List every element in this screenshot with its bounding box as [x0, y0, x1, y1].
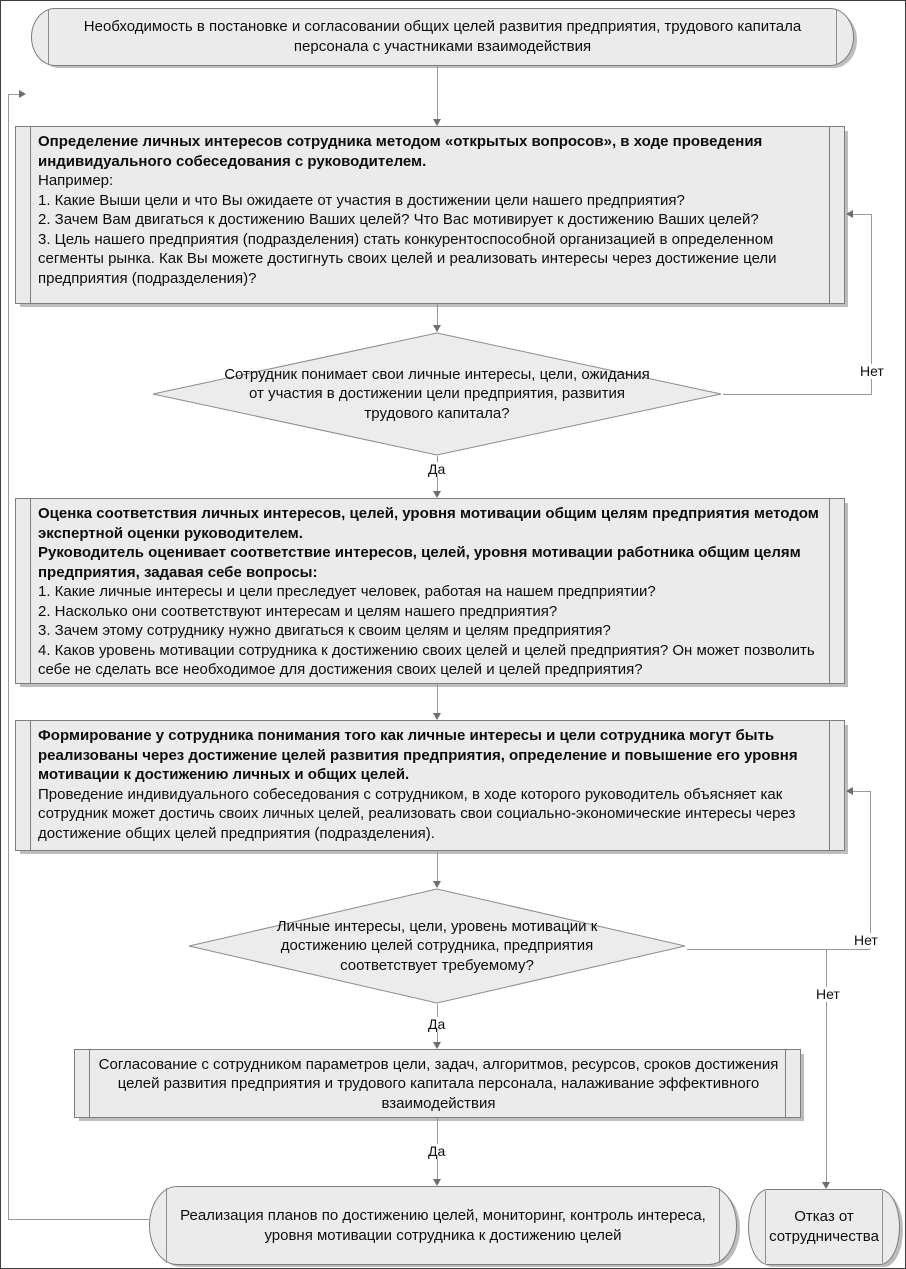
arrowhead — [433, 1042, 441, 1049]
step3-text: Проведение индивидуального собеседования с сотрудником, в ходе которого руководитель объясняет как сотрудник может достичь своих личных целей, реализовать свои социально-экономические интересы через достижение общих целей предприятия (подразделения). — [38, 785, 796, 842]
label-no-1: Нет — [860, 363, 884, 379]
connector-start-step1 — [437, 66, 438, 120]
arrowhead — [846, 787, 853, 795]
decision1-text: Сотрудник понимает свои личные интересы, цели, ожидания от участия в достижении цели предприятия, развития трудового капитала? — [224, 365, 650, 422]
label-yes-1: Да — [428, 461, 446, 477]
step4-text: Согласование с сотрудником параметров цели, задач, алгоритмов, ресурсов, сроков достижения целей развития предприятия и трудового капитала персонала, налаживание эффективного взаимодействия — [98, 1055, 779, 1112]
node-end-reject — [748, 1189, 900, 1265]
label-yes-3: Да — [428, 1143, 446, 1159]
arrowhead — [433, 119, 441, 126]
node-decision1 — [151, 332, 723, 456]
node-step4 — [74, 1049, 801, 1118]
arrowhead — [433, 713, 441, 720]
step2-line: 4. Каков уровень мотивации сотрудника к достижению своих целей и целей предприятия? Он может позволить себе не сделать все необходимое для достижения своих целей и целей предприятия? — [38, 641, 815, 678]
step2-line: 3. Зачем этому сотруднику нужно двигаться к своим целям и целям предприятия? — [38, 622, 611, 639]
decision2-text: Личные интересы, цели, уровень мотивации к достижению целей сотрудника, предприятия соответствует требуемому? — [276, 917, 598, 974]
step1-line: 1. Какие Выши цели и что Вы ожидаете от участия в достижении цели нашего предприятия? — [38, 191, 685, 209]
connector-step1-decision1 — [437, 304, 438, 326]
connector-feedback-left — [8, 94, 9, 1219]
arrowhead — [433, 881, 441, 888]
arrowhead — [19, 90, 26, 98]
connector-decision2-no-v — [870, 791, 871, 949]
end-reject-text: Отказ от сотрудничества — [769, 1208, 879, 1245]
connector-step2-step3 — [437, 684, 438, 714]
connector-decision1-no-h — [723, 394, 871, 395]
label-no-3: Нет — [816, 986, 840, 1002]
step1-line: 2. Зачем Вам двигаться к достижению Ваших целей? Что Вас мотивирует к достижению Ваших целей? — [38, 211, 759, 228]
arrowhead — [433, 325, 441, 332]
step1-line: 3. Цель нашего предприятия (подразделения) стать конкурентоспособной организацией в определенном сегменты рынка. Как Вы можете достигнуть своих целей и реализовать интересы через достижение цели предприятия (подразделения)? — [38, 230, 777, 287]
connector-step3-decision2 — [437, 851, 438, 882]
step3-heading: Формирование у сотрудника понимания того как личные интересы и цели сотрудника могут быть реализованы через достижение целей развития предприятия, определение и повышение его уровня мотивации к достижению личных и общих целей. — [38, 727, 798, 783]
connector-decision2-no-h2 — [853, 791, 870, 792]
step1-heading: Определение личных интересов сотрудника методом «открытых вопросов», в ходе проведения индивидуального собеседования с руководителем. — [38, 133, 763, 170]
connector-decision1-no-h2 — [853, 214, 871, 215]
arrowhead — [433, 491, 441, 498]
node-start-text: Необходимость в постановке и согласовании общих целей развития предприятия, трудового капитала персонала с участниками взаимодействия — [83, 18, 802, 55]
step2-line: 2. Насколько они соответствуют интересам и целям нашего предприятия? — [38, 602, 558, 620]
node-start — [31, 8, 854, 66]
node-step2 — [15, 498, 845, 684]
step1-line: Например: — [38, 172, 114, 189]
end-main-text: Реализация планов по достижению целей, мониторинг, контроль интереса, уровня мотивации сотрудника к достижению целей — [180, 1206, 706, 1244]
step2-heading2: Руководитель оценивает соответствие интересов, целей, уровня мотивации работника общим целям предприятия, задавая себе вопросы: — [38, 544, 801, 581]
arrowhead — [433, 1179, 441, 1186]
node-step3 — [15, 720, 845, 851]
step2-heading1: Оценка соответствия личных интересов, целей, уровня мотивации общим целям предприятия методом экспертной оценки руководителем. — [38, 505, 819, 542]
node-decision2 — [187, 888, 687, 1004]
node-step1 — [15, 126, 845, 304]
arrowhead — [822, 1182, 830, 1189]
node-end-main — [149, 1186, 737, 1265]
arrowhead — [846, 210, 853, 218]
label-no-2: Нет — [854, 932, 878, 948]
step2-line: 1. Какие личные интересы и цели преследует человек, работая на нашем предприятии? — [38, 583, 656, 600]
label-yes-2: Да — [428, 1016, 446, 1032]
connector-decision2-no-h — [687, 949, 870, 950]
connector-no-reject — [826, 949, 827, 1182]
connector-feedback-bottom — [8, 1219, 149, 1220]
